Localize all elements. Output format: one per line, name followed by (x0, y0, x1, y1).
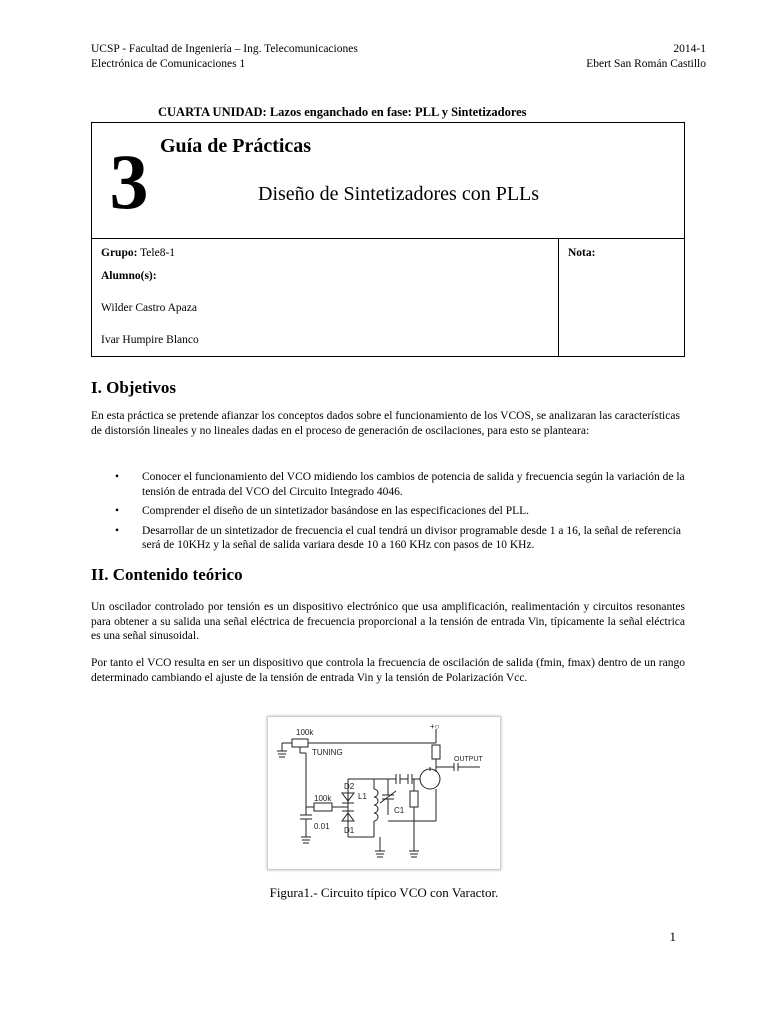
list-item: • Comprender el diseño de un sintetizador basándose en las especificaciones del PLL. (115, 505, 530, 517)
grupo-value: Tele8-1 (137, 247, 176, 259)
section-heading-contenido: II. Contenido teórico (91, 565, 243, 584)
box-divider-horizontal (92, 238, 684, 239)
figure-frame (267, 716, 501, 870)
header-author: Ebert San Román Castillo (586, 58, 706, 70)
list-item: • Conocer el funcionamiento del VCO midiendo los cambios de potencia de salida y frecuencia según la variación de la tensión de entrada del VCO del Circuito Integrado 4046. (115, 471, 685, 498)
grupo-label: Grupo: (101, 247, 138, 259)
header-course: Electrónica de Comunicaciones 1 (91, 58, 246, 70)
page-header-right (586, 42, 706, 72)
label-l1: L1 (358, 792, 367, 801)
bullet-icon: • (115, 471, 120, 483)
section-heading-objetivos: I. Objetivos (91, 378, 176, 397)
unit-title: CUARTA UNIDAD: Lazos enganchado en fase: PLL y Sintetizadores (158, 105, 527, 119)
objetivos-intro: En esta práctica se pretende afianzar los conceptos dados sobre el funcionamiento de los VCOS, se analizaran las características de distorsión lineales y no lineales dadas en el proceso de generación de oscilaciones, para esto se planteara: (91, 410, 680, 437)
label-tuning: TUNING (312, 748, 343, 757)
alumnos-label: Alumno(s): (101, 270, 157, 282)
label-d2: D2 (344, 782, 355, 791)
box-divider-vertical (558, 238, 559, 356)
label-r2: 100k (314, 794, 332, 803)
objetivos-list (112, 470, 686, 558)
student-name-1: Wilder Castro Apaza (101, 302, 197, 314)
practice-info-box (91, 122, 685, 357)
contenido-paragraph-1: Un oscilador controlado por tensión es un dispositivo electrónico que usa amplificación, realimentación y circuitos resonantes para obtener a su salida una señal eléctrica de frecuencia proporcional a la tensión de entrada Vin, típicamente la señal eléctrica es una señal sinusoidal. (91, 601, 685, 642)
nota-label: Nota: (568, 247, 596, 259)
student-name-2: Ivar Humpire Blanco (101, 334, 199, 346)
bullet-icon: • (115, 505, 120, 517)
practice-number: 3 (109, 138, 149, 225)
header-term: 2014-1 (673, 43, 706, 55)
page-number: 1 (669, 929, 676, 944)
label-output: OUTPUT (454, 756, 483, 763)
contenido-paragraph-2: Por tanto el VCO resulta en ser un dispositivo que controla la frecuencia de oscilación de salida (fmin, fmax) dentro de un rango determinado cambiando el ajuste de la tensión de entrada Vin y la tensión de Polarización Vcc. (91, 657, 685, 684)
grupo-field (101, 247, 175, 259)
bullet-icon: • (115, 524, 120, 537)
figure-caption: Figura1.- Circuito típico VCO con Varactor. (269, 885, 499, 900)
list-item: • Desarrollar de un sintetizador de frecuencia el cual tendrá un divisor programable desde 1 a 16, la señal de referencia será de 10KHz y la señal de salida variara desde 10 a 160 KHz con pasos de 10 KHz. (115, 524, 681, 551)
header-institution: UCSP - Facultad de Ingeniería – Ing. Telecomunicaciones (91, 43, 358, 55)
vco-circuit-diagram (268, 717, 500, 869)
page-header-left (91, 42, 358, 72)
label-r1: 100k (296, 728, 314, 737)
guide-title: Guía de Prácticas (160, 135, 312, 157)
label-vplus: +○ (430, 722, 440, 731)
label-c1: C1 (394, 806, 405, 815)
label-cap: 0.01 (314, 822, 330, 831)
practice-subtitle: Diseño de Sintetizadores con PLLs (258, 183, 540, 205)
label-d1: D1 (344, 826, 355, 835)
